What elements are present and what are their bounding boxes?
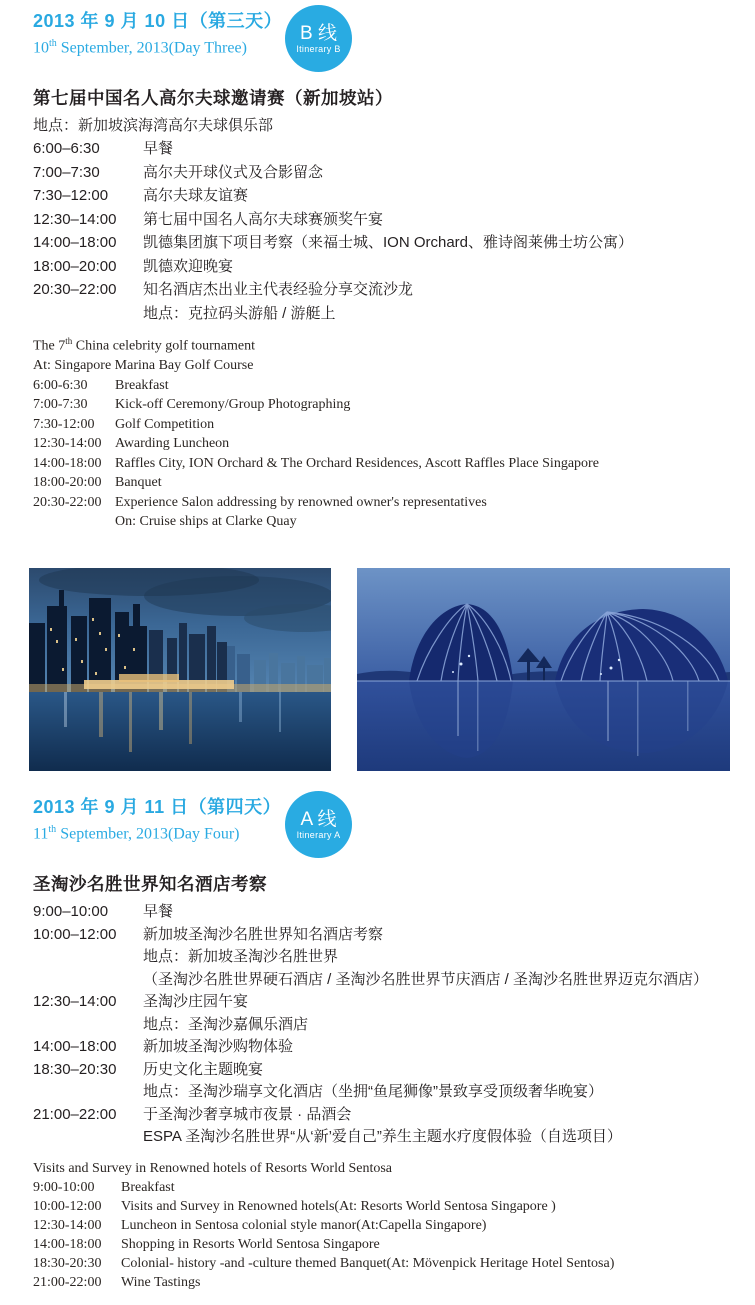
row-lines [115, 415, 733, 435]
row-text: 高尔夫开球仪式及合影留念 [143, 163, 324, 181]
day3-location-english: At: Singapore Marina Bay Golf Course [33, 358, 254, 374]
schedule-row [33, 1197, 733, 1216]
day4-title-chinese: 圣淘沙名胜世界知名酒店考察 [33, 874, 267, 895]
row-text: On: Cruise ships at Clarke Quay [115, 514, 297, 530]
day4-section [33, 796, 733, 1292]
schedule-row [33, 991, 733, 1036]
day4-date-chinese: 2013 年 9 月 11 日（第四天） [33, 797, 282, 817]
schedule-row [33, 454, 733, 474]
day3-location-chinese: 地点：新加坡滨海湾高尔夫球俱乐部 [33, 117, 274, 135]
row-time: 20:30-22:00 [33, 494, 102, 510]
row-lines [115, 473, 733, 493]
row-text: Visits and Survey in Renowned hotels(At: Resorts World Sentosa Singapore ) [121, 1198, 556, 1214]
row-lines [115, 395, 733, 415]
row-lines [143, 161, 733, 185]
row-lines [143, 255, 733, 279]
row-time: 14:00-18:00 [33, 1236, 102, 1252]
row-time: 14:00–18:00 [33, 1038, 117, 1056]
row-lines [143, 1036, 733, 1059]
badge-label-en: Itinerary B [296, 43, 341, 54]
schedule-row [33, 137, 733, 161]
row-text: （圣淘沙名胜世界硬石酒店 / 圣淘沙名胜世界节庆酒店 / 圣淘沙名胜世界迈克尔酒店） [143, 970, 709, 988]
row-time: 18:00-20:00 [33, 475, 102, 491]
schedule-row [33, 1178, 733, 1197]
row-time: 12:30-14:00 [33, 1217, 102, 1233]
row-lines [121, 1273, 733, 1292]
row-text: Banquet [115, 475, 162, 491]
schedule-row [33, 395, 733, 415]
row-text: Golf Competition [115, 416, 215, 432]
row-lines [143, 924, 733, 992]
row-text: 新加坡圣淘沙名胜世界知名酒店考察 [143, 925, 384, 943]
row-lines [121, 1178, 733, 1197]
badge-label-cn: B 线 [300, 22, 337, 44]
row-time: 18:30–20:30 [33, 1060, 117, 1078]
row-time: 14:00–18:00 [33, 234, 117, 252]
row-text: Luncheon in Sentosa colonial style manor(At:Capella Singapore) [121, 1217, 487, 1233]
schedule-row [33, 1216, 733, 1235]
row-time: 6:00–6:30 [33, 140, 100, 158]
row-text: Experience Salon addressing by renowned owner's representatives [115, 494, 487, 510]
row-lines [121, 1235, 733, 1254]
schedule-row [33, 376, 733, 396]
row-text: 知名酒店杰出业主代表经验分享交流沙龙 [143, 281, 414, 299]
row-lines [143, 231, 733, 255]
badge-label-en: Itinerary A [296, 829, 341, 840]
day3-schedule-chinese [33, 137, 733, 325]
day3-header [33, 10, 733, 58]
row-time: 10:00–12:00 [33, 925, 117, 943]
row-time: 18:30-20:30 [33, 1255, 102, 1271]
row-time: 20:30–22:00 [33, 281, 117, 299]
row-time: 7:30–12:00 [33, 187, 109, 205]
schedule-row [33, 1036, 733, 1059]
schedule-row [33, 1104, 733, 1149]
row-time: 14:00-18:00 [33, 455, 102, 471]
day3-section [33, 10, 733, 771]
schedule-row [33, 231, 733, 255]
row-time: 21:00-22:00 [33, 1274, 102, 1290]
row-text: Breakfast [115, 377, 169, 393]
row-time: 21:00–22:00 [33, 1105, 117, 1123]
row-lines [143, 208, 733, 232]
day3-title-english [33, 332, 733, 356]
row-text: 历史文化主题晚宴 [143, 1060, 264, 1078]
date-text: September, 2013(Day Four) [56, 825, 240, 843]
row-text: 圣淘沙庄园午宴 [143, 993, 249, 1011]
day4-schedule-chinese [33, 901, 733, 1149]
schedule-row [33, 278, 733, 325]
row-time: 9:00–10:00 [33, 903, 109, 921]
schedule-row [33, 161, 733, 185]
row-time: 18:00–20:00 [33, 257, 117, 275]
row-text: 凯德欢迎晚宴 [143, 257, 234, 275]
row-lines [121, 1216, 733, 1235]
date-ordinal-suffix: th [48, 824, 57, 835]
row-lines [143, 991, 733, 1036]
row-text: 早餐 [143, 140, 174, 158]
row-time: 12:30-14:00 [33, 436, 102, 452]
row-time: 12:30–14:00 [33, 210, 117, 228]
schedule-row [33, 1273, 733, 1292]
row-time: 6:00-6:30 [33, 377, 88, 393]
row-text: 第七届中国名人高尔夫球赛颁奖午宴 [143, 210, 384, 228]
schedule-row [33, 1059, 733, 1104]
date-text: 11 [33, 825, 49, 843]
row-text: 于圣淘沙奢享城市夜景 · 品酒会 [143, 1105, 352, 1123]
title-ordinal-suffix: th [65, 336, 73, 347]
row-lines [143, 137, 733, 161]
itinerary-a-badge [285, 791, 352, 858]
row-text: Kick-off Ceremony/Group Photographing [115, 397, 351, 413]
row-lines [121, 1254, 733, 1273]
schedule-row [33, 208, 733, 232]
row-lines [143, 901, 733, 924]
schedule-row [33, 415, 733, 435]
row-text: 早餐 [143, 903, 174, 921]
day4-header [33, 796, 733, 844]
row-text: Shopping in Resorts World Sentosa Singapore [121, 1236, 380, 1252]
schedule-row [33, 434, 733, 454]
date-ordinal-suffix: th [49, 38, 57, 49]
schedule-row [33, 184, 733, 208]
row-text: 地点：新加坡圣淘沙名胜世界 [143, 948, 339, 966]
badge-label-cn: A 线 [300, 808, 337, 830]
title-text: China celebrity golf tournament [72, 338, 256, 354]
row-text: 高尔夫球友谊赛 [143, 187, 249, 205]
row-lines [143, 278, 733, 325]
schedule-row [33, 924, 733, 992]
schedule-row [33, 1254, 733, 1273]
day4-schedule-english [33, 1178, 733, 1292]
row-text: Colonial- history -and -culture themed Banquet(At: Mövenpick Heritage Hotel Sentosa) [121, 1255, 615, 1271]
row-time: 7:00-7:30 [33, 397, 88, 413]
schedule-row [33, 473, 733, 493]
row-text: 凯德集团旗下项目考察（来福士城、ION Orchard、雅诗阁莱佛士坊公寓） [143, 234, 634, 252]
row-text: Raffles City, ION Orchard & The Orchard Residences, Ascott Raffles Place Singapore [115, 455, 599, 471]
photo-row [29, 568, 733, 771]
row-lines [121, 1197, 733, 1216]
day3-english-block [33, 332, 733, 532]
schedule-row [33, 1235, 733, 1254]
row-time: 12:30–14:00 [33, 993, 117, 1011]
day3-schedule-english [33, 376, 733, 532]
row-time: 10:00-12:00 [33, 1198, 102, 1214]
title-text: The 7 [33, 338, 66, 354]
row-lines [115, 376, 733, 396]
schedule-row [33, 493, 733, 532]
day4-date-english [33, 819, 733, 844]
date-text: 10 [33, 39, 49, 57]
itinerary-b-badge [285, 5, 352, 72]
row-text: Awarding Luncheon [115, 436, 230, 452]
photo-singapore-skyline [29, 568, 331, 771]
row-text: 地点：圣淘沙瑞享文化酒店（坐拥“鱼尾狮像”景致享受顶级奢华晚宴） [143, 1083, 603, 1101]
row-time: 7:00–7:30 [33, 163, 100, 181]
row-lines [115, 434, 733, 454]
photo-gardens-by-the-bay [357, 568, 730, 771]
row-lines [115, 454, 733, 474]
row-text: 地点：克拉码头游船 / 游艇上 [143, 304, 336, 322]
day3-date-english [33, 33, 733, 58]
row-time: 9:00-10:00 [33, 1179, 95, 1195]
row-lines [143, 1104, 733, 1149]
day4-english-block [33, 1159, 733, 1292]
row-text: Breakfast [121, 1179, 175, 1195]
row-text: Wine Tastings [121, 1274, 201, 1290]
date-text: September, 2013(Day Three) [56, 39, 247, 57]
day3-date-chinese: 2013 年 9 月 10 日（第三天） [33, 11, 283, 31]
schedule-row [33, 255, 733, 279]
row-lines [115, 493, 733, 532]
row-text: 新加坡圣淘沙购物体验 [143, 1038, 294, 1056]
schedule-row [33, 901, 733, 924]
row-text: ESPA 圣淘沙名胜世界“从‘新’爱自己”养生主题水疗度假体验（自选项目） [143, 1128, 622, 1146]
row-lines [143, 184, 733, 208]
row-text: 地点：圣淘沙嘉佩乐酒店 [143, 1015, 309, 1033]
row-time: 7:30-12:00 [33, 416, 95, 432]
day4-title-english: Visits and Survey in Renowned hotels of Resorts World Sentosa [33, 1160, 393, 1176]
row-lines [143, 1059, 733, 1104]
day3-title-chinese: 第七届中国名人高尔夫球邀请赛（新加坡站） [33, 88, 393, 109]
